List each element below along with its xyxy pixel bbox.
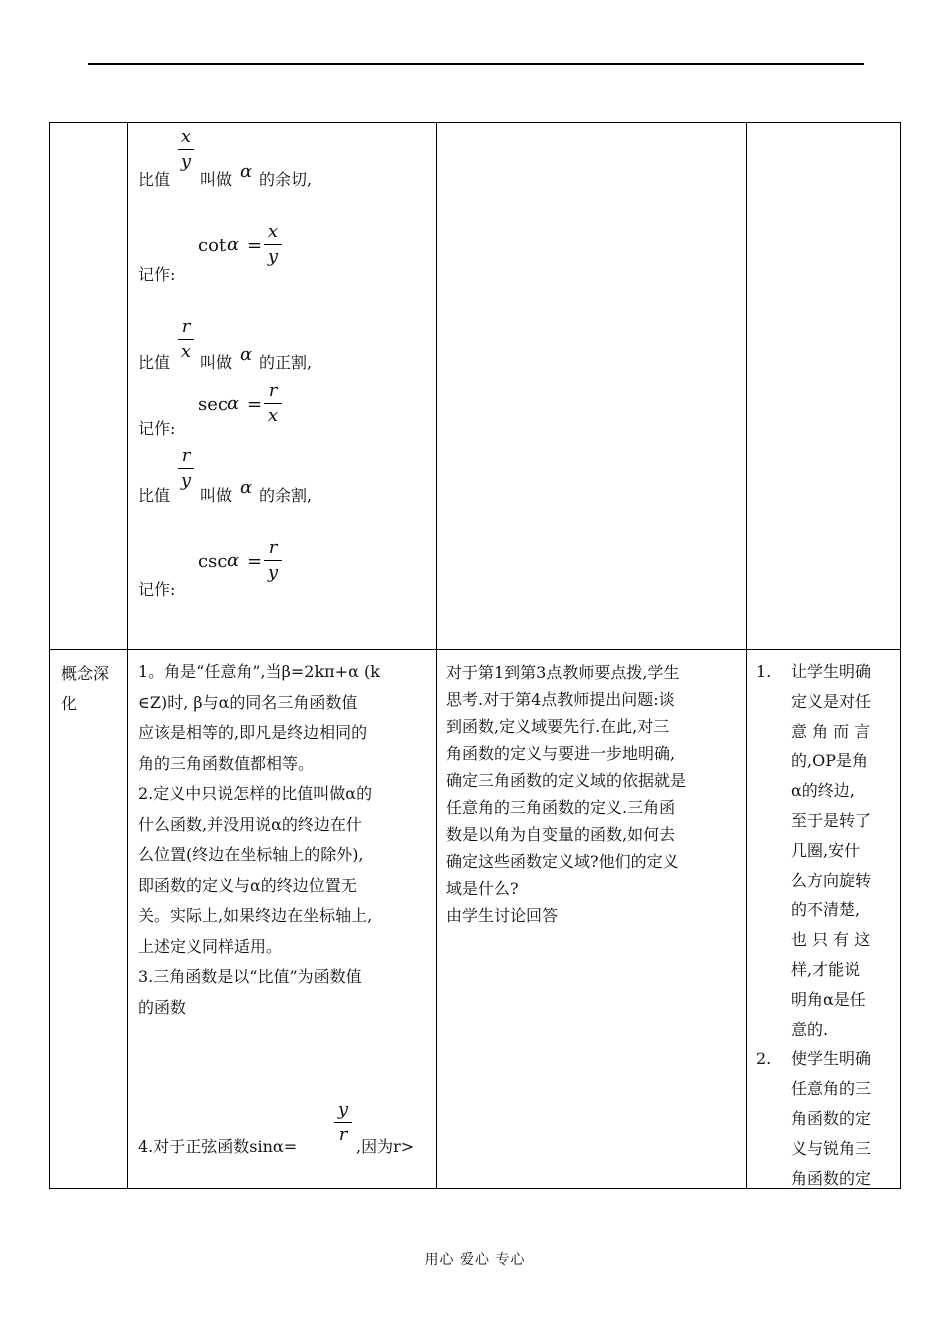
cot-ratio-denominator: y xyxy=(180,151,192,172)
sine-numerator: y xyxy=(337,1099,349,1120)
fraction-bar xyxy=(178,149,194,150)
intent-line: 样,才能说 xyxy=(791,959,861,979)
intent-line: 也 只 有 这 xyxy=(791,930,871,950)
alpha-symbol: α xyxy=(240,477,253,498)
csc-mid: 叫做 xyxy=(200,486,233,505)
sec-rhs-fraction xyxy=(264,381,282,426)
cot-record-label: 记作: xyxy=(138,265,176,284)
column-divider xyxy=(127,123,128,1188)
sec-ratio-numerator: r xyxy=(181,316,191,337)
cot-rhs-denominator: y xyxy=(267,246,279,267)
teacher-line: 域是什么? xyxy=(446,879,519,898)
intent-line: 任意角的三 xyxy=(791,1079,872,1099)
alpha-symbol: α xyxy=(240,161,253,182)
intent-line: 定义是对任 xyxy=(791,691,872,711)
teacher-column xyxy=(446,659,742,929)
section-label: 概念深化 xyxy=(61,664,110,713)
header-rule xyxy=(88,63,864,65)
sine-prefix: 4.对于正弦函数sinα= xyxy=(138,1137,298,1156)
fraction-bar xyxy=(264,244,282,245)
page-footer: 用心 爱心 专心 xyxy=(424,1252,526,1268)
sec-record-label: 记作: xyxy=(138,419,176,438)
sec-equals: = xyxy=(247,394,263,415)
sec-ratio-prefix: 比值 xyxy=(138,353,171,372)
cot-suffix: 的余切, xyxy=(259,170,313,189)
intent-line: 角函数的定 xyxy=(791,1108,872,1128)
intent-line: 角函数的定 xyxy=(791,1168,872,1188)
teacher-line: 角函数的定义与要进一步地明确, xyxy=(446,744,676,763)
alpha-symbol: α xyxy=(240,344,253,365)
sine-denominator: r xyxy=(338,1124,348,1145)
intent-line: 明角α是任 xyxy=(791,989,866,1009)
sine-suffix: ,因为r> xyxy=(356,1137,415,1156)
intent-item-number: 2. xyxy=(756,1049,772,1069)
intent-line: 么方向旋转 xyxy=(791,870,872,890)
csc-record-label: 记作: xyxy=(138,580,176,599)
cot-rhs-numerator: x xyxy=(267,221,279,242)
content-line: 什么函数,并没用说α的终边在什 xyxy=(138,814,362,834)
content-line: 即函数的定义与α的终边位置无 xyxy=(138,875,357,895)
sec-func: sec xyxy=(198,394,228,415)
csc-equals: = xyxy=(247,551,263,572)
csc-func: csc xyxy=(198,551,228,572)
sine-fraction xyxy=(334,1100,352,1145)
intent-line: 使学生明确 xyxy=(791,1049,872,1069)
intent-line: 意的. xyxy=(791,1019,829,1039)
csc-rhs-numerator: r xyxy=(268,537,278,558)
alpha-symbol: α xyxy=(227,550,240,571)
teacher-line: 由学生讨论回答 xyxy=(446,906,559,925)
teacher-line: 到函数,定义域要先行.在此,对三 xyxy=(446,717,670,736)
teacher-line: 对于第1到第3点教师要点拨,学生 xyxy=(446,663,680,682)
intent-line: 意 角 而 言 xyxy=(791,721,871,741)
intent-item-2 xyxy=(756,1044,896,1193)
cot-mid: 叫做 xyxy=(200,170,233,189)
content-line: 角的三角函数值都相等。 xyxy=(138,753,315,773)
fraction-bar xyxy=(264,560,282,561)
intent-line: 的不清楚, xyxy=(791,900,861,920)
teacher-line: 思考.对于第4点教师提出问题:谈 xyxy=(446,690,675,709)
fraction-bar xyxy=(178,339,194,340)
fraction-bar xyxy=(334,1122,352,1123)
content-line: 关。实际上,如果终边在坐标轴上, xyxy=(138,906,373,925)
cot-ratio-fraction xyxy=(178,127,194,172)
cot-func: cot xyxy=(198,235,227,256)
sec-ratio-fraction xyxy=(178,317,194,362)
row-divider xyxy=(50,649,900,650)
column-divider xyxy=(746,123,747,1188)
sec-rhs-numerator: r xyxy=(268,380,278,401)
content-line: 上述定义同样适用。 xyxy=(138,936,283,956)
content-line: 1。角是“任意角”,当β=2kπ+α (k xyxy=(138,662,380,681)
content-line: 的函数 xyxy=(138,997,187,1017)
intent-line: 至于是转了 xyxy=(791,810,872,830)
csc-ratio-denominator: y xyxy=(180,470,192,491)
alpha-symbol: α xyxy=(227,393,240,414)
csc-ratio-prefix: 比值 xyxy=(138,486,171,505)
csc-ratio-numerator: r xyxy=(181,445,191,466)
fraction-bar xyxy=(178,468,194,469)
intent-column xyxy=(756,657,896,1193)
intent-item-1 xyxy=(756,657,896,1044)
intent-line: 让学生明确 xyxy=(791,662,872,681)
intent-line: 的,OP是角 xyxy=(791,751,868,771)
cot-rhs-fraction xyxy=(264,222,282,267)
content-line: 么位置(终边在坐标轴上的除外), xyxy=(138,845,364,864)
sec-suffix: 的正割, xyxy=(259,353,313,372)
teacher-line: 任意角的三角函数的定义.三角函 xyxy=(446,798,676,817)
content-line: 应该是相等的,即凡是终边相同的 xyxy=(138,723,368,742)
content-line: ∈Z)时, β与α的同名三角函数值 xyxy=(138,692,358,712)
csc-rhs-denominator: y xyxy=(267,562,279,583)
sec-rhs-denominator: x xyxy=(267,405,279,426)
teacher-line: 确定这些函数定义域?他们的定义 xyxy=(446,852,679,871)
csc-ratio-fraction xyxy=(178,446,194,491)
column-divider xyxy=(436,123,437,1188)
csc-rhs-fraction xyxy=(264,538,282,583)
intent-item-number: 1. xyxy=(756,662,772,681)
sec-mid: 叫做 xyxy=(200,353,233,372)
content-line: 2.定义中只说怎样的比值叫做α的 xyxy=(138,784,373,803)
cot-equals: = xyxy=(247,235,263,256)
content-column xyxy=(138,657,430,1023)
teacher-line: 确定三角函数的定义域的依据就是 xyxy=(446,771,687,790)
intent-line: 几圈,安什 xyxy=(791,840,861,860)
teacher-line: 数是以角为自变量的函数,如何去 xyxy=(446,825,676,844)
cot-ratio-numerator: x xyxy=(180,126,192,147)
sec-ratio-denominator: x xyxy=(180,341,192,362)
cot-ratio-prefix: 比值 xyxy=(138,170,171,189)
content-line: 3.三角函数是以“比值”为函数值 xyxy=(138,967,362,986)
fraction-bar xyxy=(264,403,282,404)
csc-suffix: 的余割, xyxy=(259,486,313,505)
intent-line: 义与锐角三 xyxy=(791,1138,872,1158)
alpha-symbol: α xyxy=(227,234,240,255)
intent-line: α的终边, xyxy=(791,781,855,801)
